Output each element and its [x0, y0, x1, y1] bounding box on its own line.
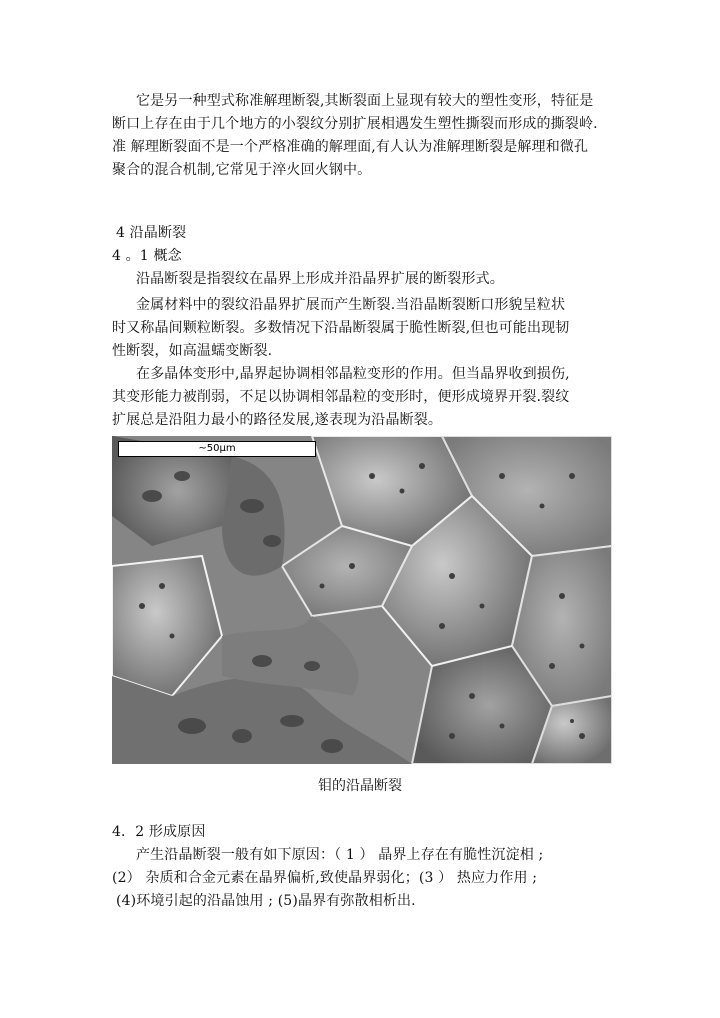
figure-caption: 钼的沿晶断裂 — [318, 778, 402, 794]
causes-line-3: (4)环境引起的沿晶蚀用 ; (5)晶界有弥散相析出. — [116, 893, 416, 909]
scale-bar-label: ~50μm — [118, 441, 316, 457]
polycrystal-paragraph-line-3: 扩展总是沿阻力最小的路径发展,遂表现为沿晶断裂。 — [112, 412, 443, 428]
quasi-cleavage-line-4: 聚合的混合机制,它常见于淬火回火钢中。 — [112, 162, 372, 178]
polycrystal-paragraph-line-1: 在多晶体变形中,晶界起协调相邻晶粒变形的作用。但当晶界收到损伤, — [136, 366, 570, 382]
causes-line-1: 产生沿晶断裂一般有如下原因：（ 1 ） 晶界上存在有脆性沉淀相 ; — [136, 847, 544, 863]
quasi-cleavage-line-1: 它是另一种型式称准解理断裂,其断裂面上显现有较大的塑性变形，特征是 — [136, 93, 594, 109]
section-4-2-heading: 4．2 形成原因 — [112, 824, 206, 840]
causes-line-2: (2） 杂质和合金元素在晶界偏析,致使晶界弱化；(3 ） 热应力作用 ; — [112, 870, 538, 886]
metal-paragraph-line-3: 性断裂，如高温蠕变断裂. — [112, 343, 273, 359]
metal-paragraph-line-2: 时又称晶间颗粒断裂。多数情况下沿晶断裂属于脆性断裂,但也可能出现韧 — [112, 320, 570, 336]
definition-paragraph: 沿晶断裂是指裂纹在晶界上形成并沿晶界扩展的断裂形式。 — [136, 271, 504, 287]
section-4-heading: 4 沿晶断裂 — [116, 225, 187, 241]
polycrystal-paragraph-line-2: 其变形能力被削弱，不足以协调相邻晶粒的变形时，便形成境界开裂.裂纹 — [112, 389, 570, 405]
sem-micrograph-image — [112, 436, 612, 764]
section-4-1-heading: 4 。1 概念 — [112, 248, 182, 264]
quasi-cleavage-line-2: 断口上存在由于几个地方的小裂纹分别扩展相遇发生塑性撕裂而形成的撕裂岭. — [112, 116, 598, 132]
metal-paragraph-line-1: 金属材料中的裂纹沿晶界扩展而产生断裂.当沿晶断裂断口形貌呈粒状 — [136, 297, 566, 313]
quasi-cleavage-line-3: 准 解理断裂面不是一个严格准确的解理面,有人认为准解理断裂是解理和微孔 — [112, 139, 589, 155]
